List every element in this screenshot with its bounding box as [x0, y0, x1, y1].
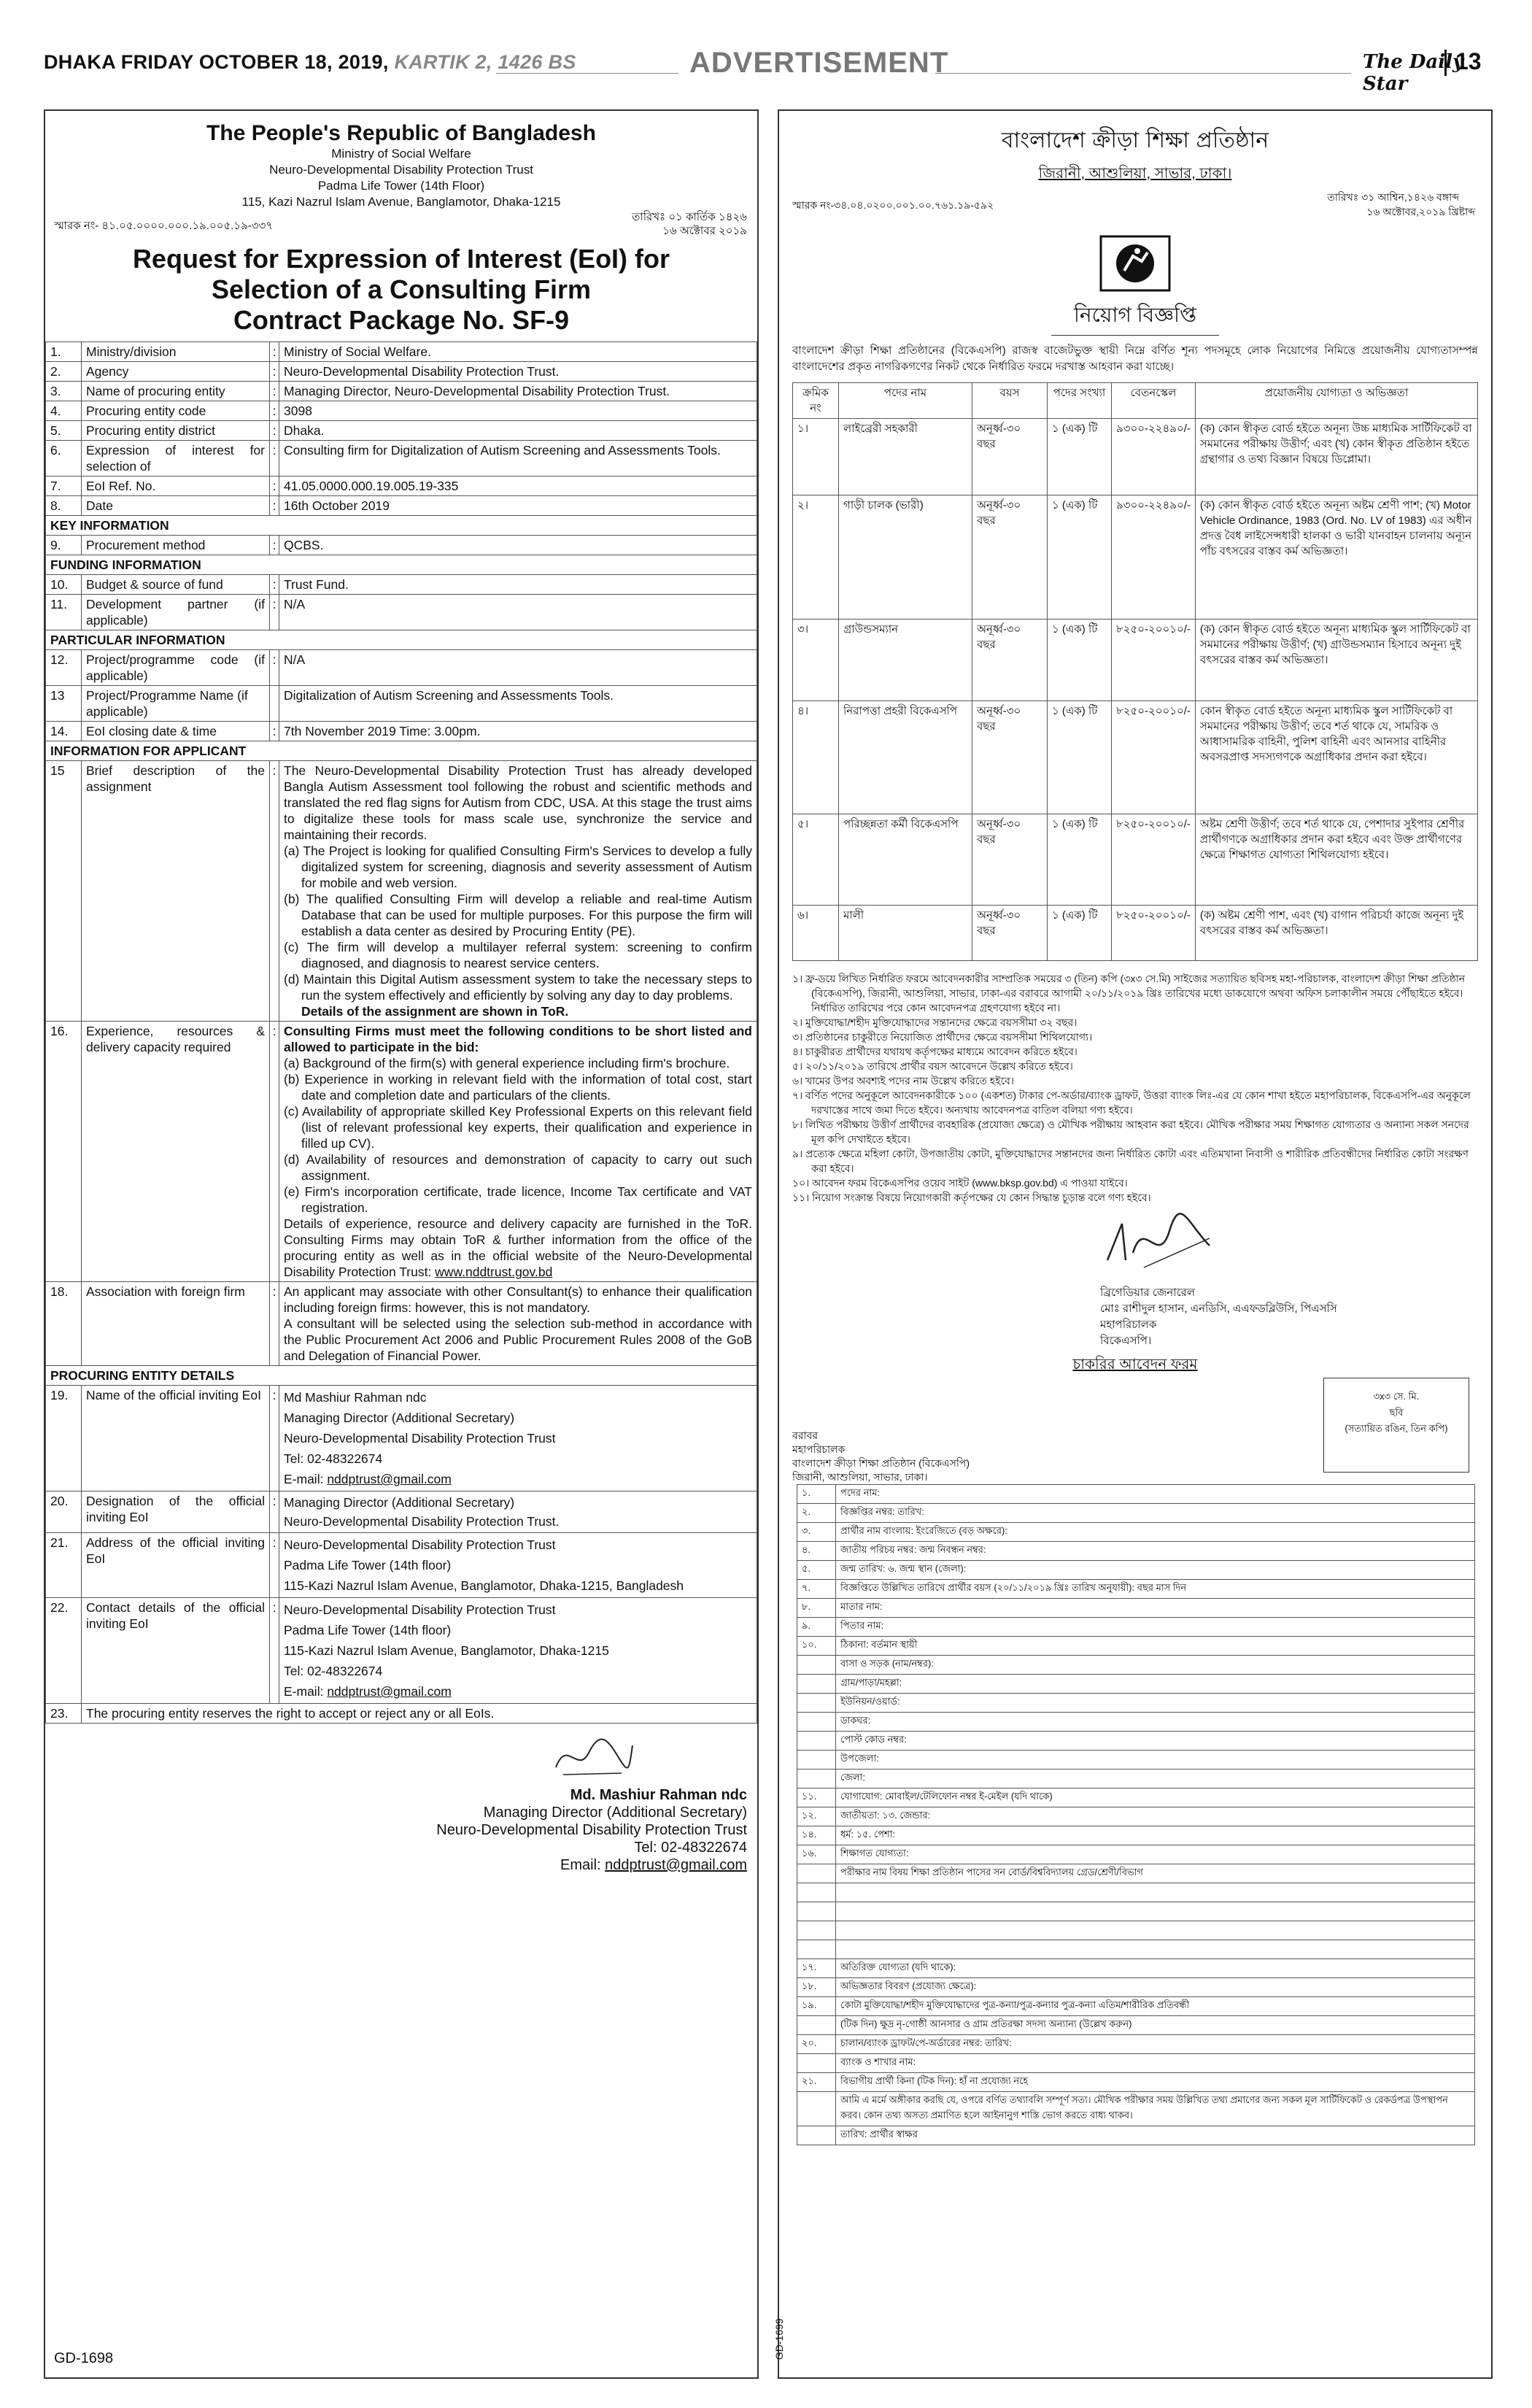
foreign-firm-text: An applicant may associate with other Consultant(s) to enhance their qualification including foreign firms: however, this is not mandatory. [284, 1284, 752, 1315]
term-item: ৮। লিখিত পরীক্ষায় উত্তীর্ণ প্রার্থীদের ব্যবহারিক (প্রযোজ্য ক্ষেত্রে) ও মৌখিক পরীক্ষায় আহবান করা হইবে। মৌখিক পরীক্ষার সময় শিক্ষাগত যোগ্যতার ও অন্যান্য সকল সনদের মূল কপি দেখাইতে হইবে। [792, 1119, 1469, 1145]
table-row: 7. EoI Ref. No. : 41.05.0000.000.19.005.19-335 [46, 476, 757, 496]
form-field: পদের নাম: [836, 1485, 1475, 1504]
condition-item: (d) Availability of resources and demonstration of capacity to carry out such assignment. [284, 1152, 752, 1183]
form-field: বিভাগীয় প্রার্থী কিনা (টিক দিন): হাঁ না প্রযোজ্য নহে [836, 2073, 1475, 2092]
term-item: ৪। চাকুরীরত প্রার্থীদের যথাযথ কর্তৃপক্ষের মাধ্যমে আবেদন করিতে হইবে। [792, 1046, 1078, 1057]
form-field: মাতার নাম: [836, 1599, 1475, 1618]
form-field: জাতীয় পরিচয় নম্বর: জন্ম নিবন্ধন নম্বর: [836, 1542, 1475, 1561]
table-row: 19. Name of the official inviting EoI : Md Mashiur Rahman ndc Managing Director (Additional Secretary) Neuro-Developmental Disability Protection Trust Tel: 02-48322674 E-mail: nddptrust@gmail.com [46, 1386, 757, 1492]
table-row: ২। গাড়ী চালক (ভারী) অনূর্ধ্ব-৩০ বছর ১ (এক) টি ৯৩০০-২২৪৯০/- (ক) কোন স্বীকৃত বোর্ড হইতে অনূন্য অষ্টম শ্রেণী পাশ; (খ) Motor Vehicle Ordinance, 1983 (Ord. No. LV of 1983) এর অধীন প্রদত্ত বৈধ লাইসেন্সধারী হালকা ও ভারী যানবাহন চালনায় অন্যূন পাঁচ বৎসরের বাস্তব কর্ম অভিজ্ঞতা। [793, 495, 1478, 620]
form-field: বিজ্ঞপ্তির নম্বর: তারিখ: [836, 1504, 1475, 1523]
application-form-table [797, 1484, 1475, 2145]
form-row [797, 1656, 1475, 1675]
section-header: FUNDING INFORMATION [46, 555, 757, 575]
form-field: উপজেলা: [836, 1751, 1475, 1770]
eoi-advertisement [44, 109, 759, 2379]
table-row: 9. Procurement method : QCBS. [46, 536, 757, 555]
table-row: 14. EoI closing date & time : 7th November 2019 Time: 3.00pm. [46, 722, 757, 741]
form-row: ২১. বিভাগীয় প্রার্থী কিনা (টিক দিন): হাঁ না প্রযোজ্য নহে [797, 2073, 1475, 2092]
section-title: ADVERTISEMENT [689, 47, 949, 79]
table-row: ৩। গ্রাউন্ডসম্যান অনূর্ধ্ব-৩০ বছর ১ (এক) টি ৮২৫০-২০০১০/- (ক) কোন স্বীকৃত বোর্ড হইতে অনূন্য মাধ্যমিক স্কুল সার্টিফিকেট বা সমমানের পরীক্ষায় উত্তীর্ণ; (খ) গ্রাউন্ডসম্যান হিসাবে অনূন্য দুই বৎসরের বাস্তব কর্ম অভিজ্ঞতা। [793, 620, 1478, 701]
website-link[interactable]: www.nddtrust.gov.bd [435, 1265, 553, 1279]
form-field: অভিজ্ঞতার বিবরণ (প্রযোজ্য ক্ষেত্রে): [836, 1978, 1475, 1997]
eoi-header [45, 121, 757, 210]
form-row: ৩. প্রার্থীর নাম বাংলায়: ইংরেজিতে (বড় অক্ষরে): [797, 1523, 1475, 1542]
signatory-block: Md. Mashiur Rahman ndc Managing Director (Additional Secretary) Neuro-Developmental Disability Protection Trust Tel: 02-48322674 Email: nddptrust@gmail.com [436, 1787, 747, 1873]
bksp-address: জিরানী, আশুলিয়া, সাভার, ঢাকা। [1038, 166, 1232, 182]
table-row: ১। লাইব্রেরী সহকারী অনূর্ধ্ব-৩০ বছর ১ (এক) টি ৯৩০০-২২৪৯০/- (ক) কোন স্বীকৃত বোর্ড হইতে অনূন্য উচ্চ মাধ্যমিক সার্টিফিকেট বা সমমানের পরীক্ষায় উত্তীর্ণ; এবং (খ) কোন স্বীকৃত প্রতিষ্ঠান হইতে গ্রন্থাগার ও তথ্য বিজ্ঞান বিষয়ে ডিপ্লোমা। [793, 419, 1478, 495]
table-row: ৫। পরিচ্ছন্নতা কর্মী বিকেএসপি অনূর্ধ্ব-৩০ বছর ১ (এক) টি ৮২৫০-২০০১০/- অষ্টম শ্রেণী উত্তীর্ণ; তবে শর্ত থাকে যে, পেশাদার সুইপার শ্রেণীর প্রার্থীগণকে অগ্রাধিকার প্রদান করা হইবে এবং উক্ত প্রার্থীগণের ক্ষেত্রে শিক্ষাগত যোগ্যতা শিথিলযোগ্য হইবে। [793, 814, 1478, 906]
assignment-item: (a) The Project is looking for qualified Consulting Firm's Services to develop a fully digitalized system for screening, diagnosis and severity assessment of Autism for mobile and web version. [284, 844, 752, 890]
table-row: 6. Expression of interest for selection of : Consulting firm for Digitalization of Autism Screening and Assessments Tools. [46, 441, 757, 476]
form-row [797, 1675, 1475, 1694]
trust-name: Neuro-Developmental Disability Protection Trust [269, 163, 533, 177]
form-field: বাসা ও সড়ক (নাম/নম্বর): [836, 1656, 1475, 1675]
title-underline [1051, 335, 1219, 336]
form-row: ৫. জন্ম তারিখ: ৬. জন্ম স্থান (জেলা): [797, 1561, 1475, 1580]
org-name: The People's Republic of Bangladesh [206, 121, 596, 145]
table-row: 20. Designation of the official inviting EoI : Managing Director (Additional Secretary) Neuro-Developmental Disability Protection Trust. [46, 1492, 757, 1533]
form-field [836, 1921, 1475, 1940]
newspaper-logo: The Daily Star [1363, 51, 1464, 95]
table-row: ৬। মালী অনূর্ধ্ব-৩০ বছর ১ (এক) টি ৮২৫০-২০০১০/- (ক) অষ্টম শ্রেণী পাশ, এবং (খ) বাগান পরিচর্যা কাজে অনূন্য দুই বৎসরের বাস্তব কর্ম অভিজ্ঞতা। [793, 906, 1478, 961]
table-row: 11. Development partner (if applicable) : N/A [46, 595, 757, 630]
form-field: ইউনিয়ন/ওয়ার্ড: [836, 1694, 1475, 1713]
form-field: জন্ম তারিখ: ৬. জন্ম স্থান (জেলা): [836, 1561, 1475, 1580]
form-field: পরীক্ষার নাম বিষয় শিক্ষা প্রতিষ্ঠান পাসের সন বোর্ড/বিশ্ববিদ্যালয় গ্রেড/শ্রেণী/বিভাগ [836, 1864, 1475, 1883]
bksp-memo: স্মারক নং-৩৪.০৪.০২০০.০০১.০০.৭৬১.১৯-৫৯২ [792, 199, 994, 211]
form-field: শিক্ষাগত যোগ্যতা: [836, 1845, 1475, 1864]
form-row: ১৯. কোটা মুক্তিযোদ্ধা/শহীদ মুক্তিযোদ্ধাদের পুত্র-কন্যা/পুত্র-কন্যার পুত্র-কন্যা এতিম/শারীরিক প্রতিবন্ধী [797, 1997, 1475, 2016]
form-row: ২. বিজ্ঞপ্তির নম্বর: তারিখ: [797, 1504, 1475, 1523]
table-row: 21. Address of the official inviting EoI : Neuro-Developmental Disability Protection Trust Padma Life Tower (14th floor) 115-Kazi Nazrul Islam Avenue, Banglamotor, Dhaka-1215, Bangladesh [46, 1533, 757, 1598]
table-header-row: ক্রমিক নং পদের নাম বয়স পদের সংখ্যা বেতনস্কেল প্রয়োজনীয় যোগ্যতা ও অভিজ্ঞতা [793, 383, 1478, 419]
form-field: চালান/ব্যাংক ড্রাফট/পে-অর্ডারের নম্বর: তারিখ: [836, 2035, 1475, 2054]
section-header: PROCURING ENTITY DETAILS [46, 1366, 757, 1386]
form-field [836, 1940, 1475, 1959]
table-row: 2. Agency : Neuro-Developmental Disability Protection Trust. [46, 362, 757, 382]
form-field: কোটা মুক্তিযোদ্ধা/শহীদ মুক্তিযোদ্ধাদের পুত্র-কন্যা/পুত্র-কন্যার পুত্র-কন্যা এতিম/শারীরিক প্রতিবন্ধী [836, 1997, 1475, 2016]
office-address: 115, Kazi Nazrul Islam Avenue, Banglamotor, Dhaka-1215 [241, 195, 561, 209]
table-row: 4. Procuring entity code : 3098 [46, 401, 757, 421]
table-row: 23. The procuring entity reserves the right to accept or reject any or all EoIs. [46, 1704, 757, 1724]
term-item: ২। মুক্তিযোদ্ধা/শহীদ মুক্তিযোদ্ধাদের সন্তানদের ক্ষেত্রে বয়সসীমা ৩২ বছর। [792, 1016, 1078, 1028]
email-link[interactable]: nddptrust@gmail.com [605, 1857, 747, 1873]
form-row [797, 1883, 1475, 1902]
form-field: যোগাযোগ: মোবাইল/টেলিফোন নম্বর ই-মেইল (যদি থাকে) [836, 1788, 1475, 1807]
term-item: ১০। আবেদন ফরম বিকেএসপির ওয়েব সাইট (www.bksp.gov.bd) এ পাওয়া যাইবে। [792, 1177, 1128, 1189]
notice-title: নিয়োগ বিজ্ঞপ্তি [1073, 304, 1197, 326]
form-row: ৮. মাতার নাম: [797, 1599, 1475, 1618]
gd-number: GD-1699 [773, 2318, 785, 2360]
table-row: 18. Association with foreign firm : An applicant may associate with other Consultant(s) to enhance their qualification including foreign firms: however, this is not mandatory. A consultant will be selected using the selection sub-method in accordance with the Public Procurement Act 2006 and Public Procurement Rules 2008 of the GoB and Delegation of Financial Power. [46, 1282, 757, 1366]
masthead-rule-right [935, 73, 1351, 74]
tower-name: Padma Life Tower (14th Floor) [317, 179, 485, 193]
form-row: ১৮. অভিজ্ঞতার বিবরণ (প্রযোজ্য ক্ষেত্রে): [797, 1978, 1475, 1997]
bksp-logo-icon [1095, 231, 1175, 296]
form-row: ১৬. শিক্ষাগত যোগ্যতা: [797, 1845, 1475, 1864]
email-link[interactable]: nddptrust@gmail.com [327, 1684, 452, 1699]
table-row: 13 Project/Programme Name (if applicable) Digitalization of Autism Screening and Assessments Tools. [46, 686, 757, 722]
signature-area [45, 1724, 757, 1899]
form-addressee: বরাবর মহাপরিচালক বাংলাদেশ ক্রীড়া শিক্ষা প্রতিষ্ঠান (বিকেএসপি) জিরানী, আশুলিয়া, সাভার, ঢাকা। ৩x৩ সে. মি. ছবি (সত্যায়িত রঙিন, তিন কপি) [779, 1378, 1491, 1480]
issue-date: DHAKA FRIDAY OCTOBER 18, 2019, KARTIK 2, 1426 BS [44, 51, 576, 73]
form-row [797, 1732, 1475, 1751]
conditions-intro: Consulting Firms must meet the following conditions to be short listed and allowed to participate in the bid: [284, 1024, 752, 1054]
conditions-tail: Details of experience, resource and delivery capacity are furnished in the ToR. Consulting Firms may obtain ToR & further information from the office of the procuring entity as well as in the official website of the Neuro-Developmental Disability Protection Trust: www.nddtrust.gov.bd [284, 1216, 752, 1279]
table-row: 8. Date : 16th October 2019 [46, 496, 757, 516]
term-item: ৯। প্রত্যেক ক্ষেত্রে মহিলা কোটা, উপজাতীয় কোটা, মুক্তিযোদ্ধাদের সন্তানদের জন্য নির্ধারিত কোটা এবং এতিমখানা নিবাসী ও শারীরিক প্রতিবন্ধীদের নির্ধারিত কোটা সংরক্ষণ করা হইবে। [792, 1148, 1469, 1174]
form-field: (টিক দিন) ক্ষুদ্র নৃ-গোষ্ঠী আনসার ও গ্রাম প্রতিরক্ষা সদস্য অন্যান্য (উল্লেখ করুন) [836, 2016, 1475, 2035]
assignment-item: (c) The firm will develop a multilayer referral system: screening to confirm diagnosed, and diagnosis to nearest service centers. [284, 940, 752, 970]
assignment-item: (d) Maintain this Digital Autism assessment system to take the necessary steps to run the system effectively and efficiently by solving any day to day problems. [284, 972, 752, 1003]
form-row [797, 1902, 1475, 1921]
form-field: আমি এ মর্মে অঙ্গীকার করছি যে, ওপরে বর্ণিত তথ্যাবলি সম্পূর্ণ সত্য। মৌখিক পরীক্ষার সময় উল্লিখিত তথ্য প্রমাণের জন্য সকল মূল সার্টিফিকেট ও রেকর্ডপত্র উপস্থাপন করব। কোন তথ্য অসত্য প্রমাণিত হলে আইনানুগ শাস্তি ভোগ করতে বাধ্য থাকব। [836, 2092, 1475, 2126]
term-item: ৬। খামের উপর অবশ্যই পদের নাম উল্লেখ করিতে হইবে। [792, 1075, 1014, 1087]
form-field: ঠিকানা: বর্তমান স্থায়ী [836, 1637, 1475, 1656]
page-number: 13 [1455, 48, 1482, 74]
bksp-org-name: বাংলাদেশ ক্রীড়া শিক্ষা প্রতিষ্ঠান [1001, 128, 1269, 153]
form-row [797, 1940, 1475, 1959]
form-row: ৭. বিজ্ঞপ্তিতে উল্লিখিত তারিখে প্রার্থীর বয়স (২০/১১/২০১৯ খ্রিঃ তারিখ অনুযায়ী): বছর মাস দিন [797, 1580, 1475, 1599]
form-field: ধর্ম: ১৫. পেশা: [836, 1826, 1475, 1845]
form-field: পোস্ট কোড নম্বর: [836, 1732, 1475, 1751]
form-row [797, 2054, 1475, 2073]
notice-terms [779, 968, 1491, 1205]
form-row: ১৪. ধর্ম: ১৫. পেশা: [797, 1826, 1475, 1845]
bksp-memo-row [779, 187, 1491, 223]
form-field: ব্যাংক ও শাখার নাম: [836, 2054, 1475, 2073]
form-row [797, 1770, 1475, 1788]
form-row: ৪. জাতীয় পরিচয় নম্বর: জন্ম নিবন্ধন নম্বর: [797, 1542, 1475, 1561]
table-row: 22. Contact details of the official inviting EoI : Neuro-Developmental Disability Protection Trust Padma Life Tower (14th floor) 115-Kazi Nazrul Islam Avenue, Banglamotor, Dhaka-1215 Tel: 02-48322674 E-mail: nddptrust@gmail.com [46, 1598, 757, 1704]
condition-item: (e) Firm's incorporation certificate, trade licence, Income Tax certificate and VAT registration. [284, 1184, 752, 1215]
ministry-name: Ministry of Social Welfare [331, 147, 471, 161]
term-item: ৩। প্রতিষ্ঠানের চাকুরীতে নিয়োজিত প্রার্থীদের ক্ষেত্রে বয়সসীমা শিথিলযোগ্য। [792, 1031, 1093, 1043]
eoi-table [45, 341, 757, 1724]
photo-box: ৩x৩ সে. মি. ছবি (সত্যায়িত রঙিন, তিন কপি) [1323, 1378, 1469, 1473]
form-field: জাতীয়তা: ১৩. জেন্ডার: [836, 1807, 1475, 1826]
table-row: 16. Experience, resources & delivery capacity required : Consulting Firms must meet the following conditions to be short listed and allowed to participate in the bid: (a) Background of the firm(s) with general experience including firm's brochure. (b) Experience in working in relevant field with the information of total cost, start date and completion date and particulars of the clients. (c) Availability of appropriate skilled Key Professional Experts on this relevant field (list of relevant professional key experts, their qualification and experience in filled up CV). (d) Availability of resources and demonstration of capacity to carry out such assignment. (e) Firm's incorporation certificate, trade licence, Income Tax certificate and VAT registration. Details of experience, resource and delivery capacity are furnished in the ToR. Consulting Firms may obtain ToR & further information from the office of the procuring entity as well as in the official website of the Neuro-Developmental Disability Protection Trust: www.nddtrust.gov.bd [46, 1022, 757, 1282]
condition-item: (c) Availability of appropriate skilled Key Professional Experts on this relevant field (list of relevant professional key experts, their qualification and experience in filled up CV). [284, 1104, 752, 1151]
form-field: অতিরিক্ত যোগ্যতা (যদি থাকে): [836, 1959, 1475, 1978]
page-divider [1444, 50, 1447, 76]
term-item: ১১। নিয়োগ সংক্রান্ত বিষয়ে নিয়োগকারী কর্তৃপক্ষের যে কোন সিদ্ধান্ত চূড়ান্ত বলে গণ্য হইবে। [792, 1192, 1151, 1203]
masthead [44, 47, 1488, 95]
table-row: 3. Name of procuring entity : Managing Director, Neuro-Developmental Disability Protection Trust. [46, 382, 757, 401]
form-row: ১৭. অতিরিক্ত যোগ্যতা (যদি থাকে): [797, 1959, 1475, 1978]
table-row: 10. Budget & source of fund : Trust Fund. [46, 575, 757, 595]
section-header: KEY INFORMATION [46, 516, 757, 536]
memo-date: তারিখঃ ০১ কার্তিক ১৪২৬ ১৬ অক্টোবর ২০১৯ [632, 211, 747, 237]
assignment-intro: The Neuro-Developmental Disability Protection Trust has already developed Bangla Autism Assessment tool following the robust and scientific methods and translated the red flag signs for Autism from CDC, USA. At this stage the trust aims to digitalize these tools for mass scale use, synchronize the service and maintaining their records. [284, 763, 752, 842]
form-field: গ্রাম/পাড়া/মহল্লা: [836, 1675, 1475, 1694]
memo-row [45, 210, 757, 242]
table-row: 1. Ministry/division : Ministry of Social Welfare. [46, 342, 757, 362]
form-field: প্রার্থীর নাম বাংলায়: ইংরেজিতে (বড় অক্ষরে): [836, 1523, 1475, 1542]
bksp-signatory: ব্রিগেডিয়ার জেনারেল মোঃ রাশীদুল হাসান, এনডিসি, এএফডব্লিউসি, পিএসসি মহাপরিচালক বিকেএসপি। [1100, 1286, 1337, 1347]
form-row [797, 2126, 1475, 2145]
table-row: 15 Brief description of the assignment : The Neuro-Developmental Disability Protection Trust has already developed Bangla Autism Assessment tool following the robust and scientific methods and translated the red flag signs for Autism from CDC, USA. At this stage the trust aims to digitalize these tools for mass scale use, synchronize the service and maintaining their records. (a) The Project is looking for qualified Consulting Firm's Services to develop a fully digitalized system for screening, diagnosis and severity assessment of Autism for mobile and web version. (b) The qualified Consulting Firm will develop a reliable and real-time Autism Database that can be used for multiple purposes. For this purpose the firm will establish a data center as desired by Procuring Entity (PE). (c) The firm will develop a multilayer referral system: screening to confirm diagnosed, and diagnosis to nearest service centers. (d) Maintain this Digital Autism assessment system to take the necessary steps to run the system effectively and efficiently by solving any day to day problems. Details of the assignment are shown in ToR. [46, 761, 757, 1022]
form-row [797, 2092, 1475, 2126]
condition-item: (b) Experience in working in relevant field with the information of total cost, start date and completion date and particulars of the clients. [284, 1072, 752, 1103]
bksp-advertisement [773, 109, 1493, 2379]
assignment-tor-note: Details of the assignment are shown in ToR. [301, 1004, 569, 1019]
bksp-header [779, 123, 1491, 187]
section-header: PARTICULAR INFORMATION [46, 630, 757, 650]
form-row: ২০. চালান/ব্যাংক ড্রাফট/পে-অর্ডারের নম্বর: তারিখ: [797, 2035, 1475, 2054]
form-field [836, 1883, 1475, 1902]
email-link[interactable]: nddptrust@gmail.com [327, 1472, 452, 1486]
table-row: 12. Project/programme code (if applicable) : N/A [46, 650, 757, 686]
form-row [797, 1713, 1475, 1732]
notice-intro: বাংলাদেশ ক্রীড়া শিক্ষা প্রতিষ্ঠানের (বিকেএসপি) রাজস্ব বাজেটভুক্ত স্থায়ী নিম্নে বর্ণিত শূন্য পদসমূহে লোক নিয়োগের নিমিত্তে প্রয়োজনীয় যোগ্যতাসম্পন্ন বাংলাদেশের প্রকৃত নাগরিকগণের নিকট থেকে নির্ধারিত ফরমে দরখাস্ত আহবান করা যাচ্ছে। [792, 344, 1478, 373]
form-field: পিতার নাম: [836, 1618, 1475, 1637]
form-row: ১২. জাতীয়তা: ১৩. জেন্ডার: [797, 1807, 1475, 1826]
masthead-rule-left [496, 73, 678, 74]
form-row: ১১. যোগাযোগ: মোবাইল/টেলিফোন নম্বর ই-মেইল (যদি থাকে) [797, 1788, 1475, 1807]
application-form-title: চাকরির আবেদন ফরম [1072, 1357, 1198, 1373]
term-item: ১। ফ্র-ডয়ে লিখিত নির্ধারিত ফরমে আবেদনকারীর সাম্প্রতিক সময়ের ৩ (তিন) কপি (৩x৩ সে.মি) সাইজের সত্যায়িত ছবিসহ মহা-পরিচালক, বাংলাদেশ ক্রীড়া শিক্ষা প্রতিষ্ঠান (বিকেএসপি), জিরানী, আশুলিয়া, সাভার, ঢাকা-এর বরাবরে আগামী ২০/১১/২০১৯ খ্রিঃ তারিখের মধ্যে ডাকযোগে অথবা অফিস চলাকালীন সময়ে পৌঁছাইতে হইবে। নির্ধারিত তারিখের পরে কোন আবেদনপত্র গ্রহণযোগ্য হইবে না। [792, 973, 1466, 1014]
form-row [797, 2016, 1475, 2035]
condition-item: (a) Background of the firm(s) with general experience including firm's brochure. [284, 1056, 730, 1070]
form-field: তারিখ: প্রার্থীর স্বাক্ষর [836, 2126, 1475, 2145]
signature-image [1100, 1209, 1217, 1275]
form-row: ১০. ঠিকানা: বর্তমান স্থায়ী [797, 1637, 1475, 1656]
form-row [797, 1694, 1475, 1713]
posts-table [792, 382, 1478, 961]
assignment-item: (b) The qualified Consulting Firm will develop a reliable and real-time Autism Database that can be used for multiple purposes. For this purpose the firm will establish a data center as desired by Procuring Entity (PE). [284, 892, 752, 938]
bksp-signature-area [779, 1205, 1491, 1351]
selection-method-text: A consultant will be selected using the selection sub-method in accordance with the Public Procurement Act 2006 and Public Procurement Rules 2008 of the GoB and Delegation of Financial Power. [284, 1316, 752, 1363]
form-field: জেলা: [836, 1770, 1475, 1788]
signature-image [549, 1731, 636, 1782]
bksp-date: তারিখঃ ৩১ আশ্বিন,১৪২৬ বঙ্গাব্দ ১৬ অক্টোবর,২০১৯ খ্রিষ্টাব্দ [1327, 191, 1475, 217]
form-row [797, 1921, 1475, 1940]
form-field: ডাকঘর: [836, 1713, 1475, 1732]
eoi-title: Request for Expression of Interest (EoI) for Selection of a Consulting Firm Contract Package No. SF-9 [132, 244, 670, 335]
form-row: ৯. পিতার নাম: [797, 1618, 1475, 1637]
table-row: 5. Procuring entity district : Dhaka. [46, 421, 757, 441]
gd-number: GD-1698 [54, 2350, 114, 2366]
form-row [797, 1751, 1475, 1770]
section-header: INFORMATION FOR APPLICANT [46, 741, 757, 761]
term-item: ৭। বর্ণিত পদের অনুকূলে আবেদনকারীকে ১০০ (একশত) টাকার পে-অর্ডার/ব্যাংক ড্রাফট, উত্তরা ব্যাংক লিঃ-এর যে কোন শাখা হইতে মহাপরিচালক, বিকেএসপি-এর অনুকূলে দরখাস্তের সাথে জমা দিতে হইবে। অন্যথায় আবেদনপত্র বাতিল বলিয়া গণ্য হইবে। [792, 1089, 1471, 1116]
form-field [836, 1902, 1475, 1921]
form-row [797, 1864, 1475, 1883]
form-field: বিজ্ঞপ্তিতে উল্লিখিত তারিখে প্রার্থীর বয়স (২০/১১/২০১৯ খ্রিঃ তারিখ অনুযায়ী): বছর মাস দিন [836, 1580, 1475, 1599]
memo-number: স্মারক নং- ৪১.০৫.০০০০.০০০.১৯.০০৫.১৯-৩৩৭ [54, 220, 274, 232]
form-row: ১. পদের নাম: [797, 1485, 1475, 1504]
term-item: ৫। ২০/১১/২০১৯ তারিখে প্রার্থীর বয়স আবেদনে উল্লেখ করিতে হইবে। [792, 1060, 1073, 1072]
table-row: ৪। নিরাপত্তা প্রহরী বিকেএসপি অনূর্ধ্ব-৩০ বছর ১ (এক) টি ৮২৫০-২০০১০/- কোন স্বীকৃত বোর্ড হইতে অনূন্য মাধ্যমিক স্কুল সার্টিফিকেট বা সমমানের পরীক্ষায় উত্তীর্ণ; তবে শর্ত থাকে যে, সামরিক ও আধাসামরিক বাহিনী, পুলিশ বাহিনী এবং আনসার বাহিনীর অবসরপ্রাপ্ত সদস্যগণকে অগ্রাধিকার প্রদান করা হইবে। [793, 701, 1478, 814]
